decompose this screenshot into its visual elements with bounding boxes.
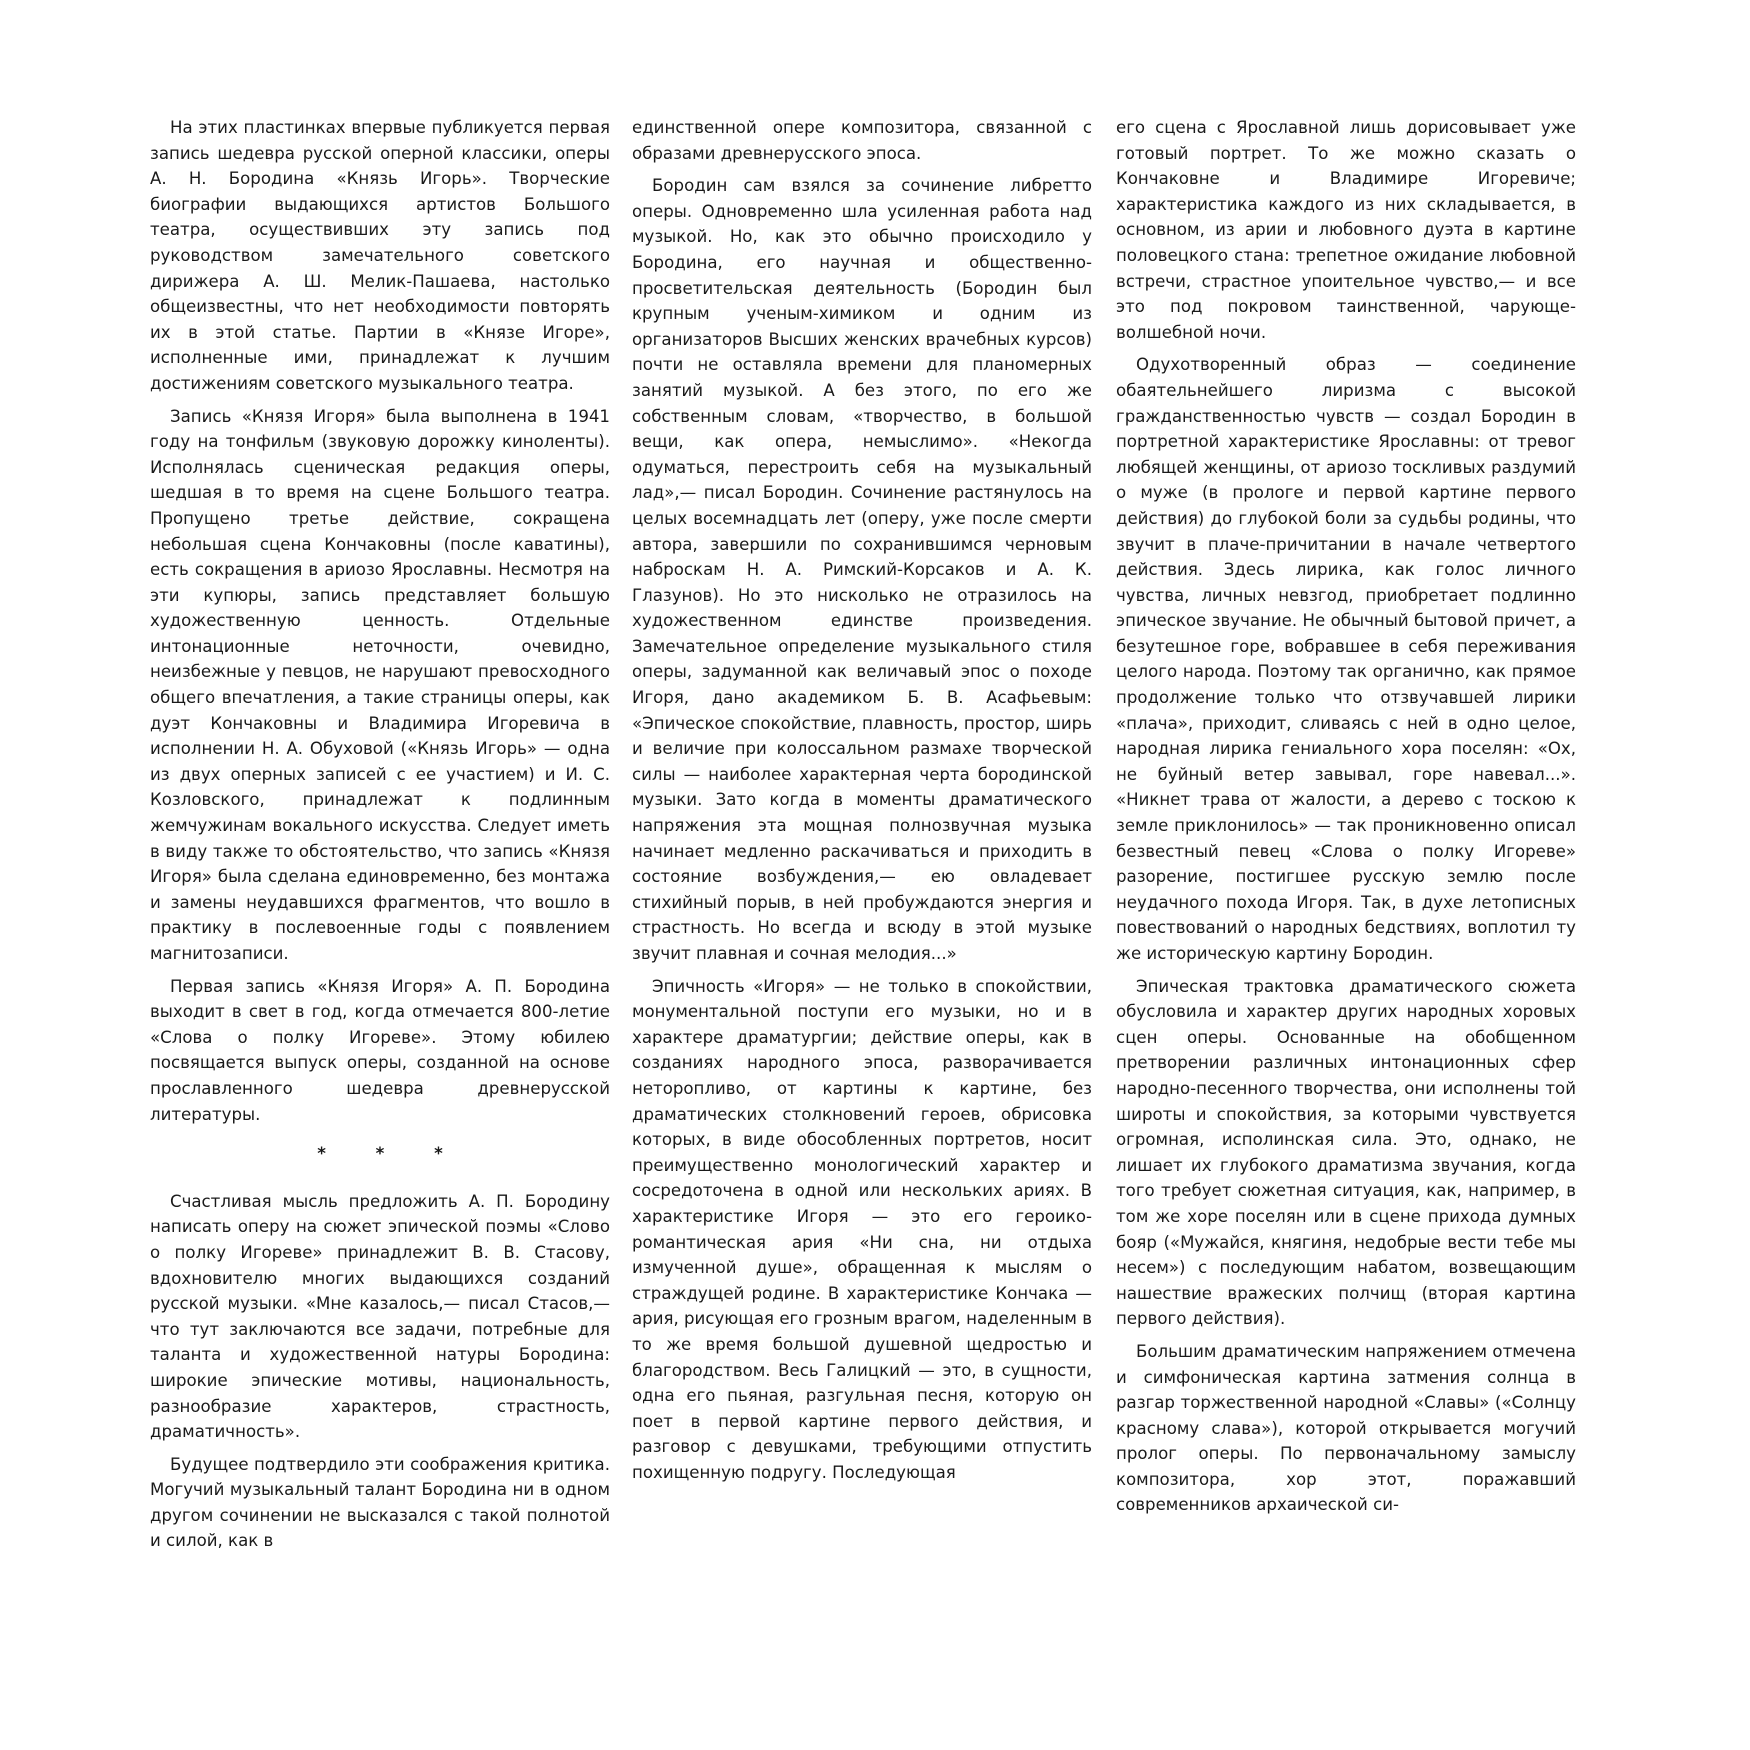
- text-column-2: [632, 115, 1092, 1492]
- paragraph: Большим драматическим напряжением отмечена и симфоническая картина затмения солнца в разгар торжественной народной «Славы» («Солнцу красному слава»), которой открывается могучий пролог оперы. По первоначальному замыслу композитора, хор этот, поражавший современников архаической си-: [1116, 1341, 1576, 1515]
- paragraph: Первая запись «Князя Игоря» А. П. Бородина выходит в свет в год, когда отмечается 800-летие «Слова о полку Игореве». Этому юбилею посвящается выпуск оперы, созданной на основе прославленного шедевра древнерусской литературы.: [150, 976, 610, 1124]
- paragraph: Запись «Князя Игоря» была выполнена в 1941 году на тонфильм (звуковую дорожку киноленты). Исполнялась сценическая редакция оперы, шедшая в то время на сцене Большого театра. Пропущено третье действие, сокращена небольшая сцена Кончаковны (после каватины), есть сокращения в ариозо Ярославны. Несмотря на эти купюры, запись представляет большую художественную ценность. Отдельные интонационные неточности, очевидно, неизбежные у певцов, не нарушают превосходного общего впечатления, а такие страницы оперы, как дуэт Кончаковны и Владимира Игоревича в исполнении Н. А. Обуховой («Князь Игорь» — одна из двух оперных записей с ее участием) и И. С. Козловского, принадлежат к подлинным жемчужинам вокального искусства. Следует иметь в виду также то обстоятельство, что запись «Князя Игоря» была сделана единовременно, без монтажа и замены неудавшихся фрагментов, что вошло в практику в послевоенные годы с появлением магнитозаписи.: [150, 406, 610, 963]
- paragraph-continued: единственной опере композитора, связанной с образами древнерусского эпоса.: [632, 118, 1092, 163]
- paragraph: Будущее подтвердило эти соображения критика. Могучий музыкальный талант Бородина ни в одном другом сочинении не высказался с такой полнотой и силой, как в: [150, 1454, 610, 1551]
- section-separator: * * *: [317, 1144, 465, 1164]
- paragraph: Счастливая мысль предложить А. П. Бородину написать оперу на сюжет эпической поэмы «Слово о полку Игореве» принадлежит В. В. Стасову, вдохновителю многих выдающихся созданий русской музыки. «Мне казалось,— писал Стасов,— что тут заключаются все задачи, потребные для таланта и художественной натуры Бородина: широкие эпические мотивы, национальность, разнообразие характеров, страстность, драматичность».: [150, 1191, 610, 1442]
- paragraph: Эпичность «Игоря» — не только в спокойствии, монументальной поступи его музыки, но и в характере драматургии; действие оперы, как в созданиях народного эпоса, разворачивается неторопливо, от картины к картине, без драматических столкновений героев, обрисовка которых, в виде обособленных портретов, носит преимущественно монологический характер и сосредоточена в одной или нескольких ариях. В характеристике Игоря — это его героико-романтическая ария «Ни сна, ни отдыха измученной душе», обращенная к мыслям о страждущей родине. В характеристике Кончака — ария, рисующая его грозным врагом, наделенным в то же время большой душевной щедростью и благородством. Весь Галицкий — это, в сущности, одна его пьяная, разгульная песня, которую он поет в первой картине первого действия, и разговор с девушками, требующими отпустить похищенную подругу. Последующая: [632, 976, 1092, 1482]
- text-column-1: [150, 115, 610, 1561]
- text-column-3: [1116, 115, 1576, 1525]
- paragraph: На этих пластинках впервые публикуется первая запись шедевра русской оперной классики, оперы А. Н. Бородина «Князь Игорь». Творческие биографии выдающихся артистов Большого театра, осуществивших эту запись под руководством замечательного советского дирижера А. Ш. Мелик-Пашаева, настолько общеизвестны, что нет необходимости повторять их в этой статье. Партии в «Князе Игоре», исполненные ими, принадлежат к лучшим достижениям советского музыкального театра.: [150, 118, 610, 393]
- paragraph-continued: его сцена с Ярославной лишь дорисовывает уже готовый портрет. То же можно сказать о Кончаковне и Владимире Игоревиче; характеристика каждого из них складывается, в основном, из арии и любовного дуэта в картине половецкого стана: трепетное ожидание любовной встречи, страстное упоительное чувство,— и все это под покровом таинственной, чарующе-волшебной ночи.: [1116, 118, 1576, 342]
- paragraph: Бородин сам взялся за сочинение либретто оперы. Одновременно шла усиленная работа над музыкой. Но, как это обычно происходило у Бородина, его научная и общественно-просветительская деятельность (Бородин был крупным ученым-химиком и одним из организаторов Высших женских врачебных курсов) почти не оставляла времени для планомерных занятий музыкой. А без этого, по его же собственным словам, «творчество, в большой вещи, как опера, немыслимо». «Некогда одуматься, перестроить себя на музыкальный лад»,— писал Бородин. Сочинение растянулось на целых восемнадцать лет (оперу, уже после смерти автора, завершили по сохранившимся черновым наброскам Н. А. Римский-Корсаков и А. К. Глазунов). Но это нисколько не отразилось на художественном единстве произведения. Замечательное определение музыкального стиля оперы, задуманной как величавый эпос о походе Игоря, дано академиком Б. В. Асафьевым: «Эпическое спокойствие, плавность, простор, ширь и величие при колоссальном размахе творческой силы — наиболее характерная черта бородинской музыки. Зато когда в моменты драматического напряжения эта мощная полнозвучная музыка начинает медленно раскачиваться и приходить в состояние возбуждения,— ею овладевает стихийный порыв, в ней пробуждаются энергия и страстность. Но всегда и всюду в этой музыке звучит плавная и сочная мелодия...»: [632, 176, 1092, 963]
- paragraph: Эпическая трактовка драматического сюжета обусловила и характер других народных хоровых сцен оперы. Основанные на обобщенном претворении различных интонационных сфер народно-песенного творчества, они исполнены той широты и спокойствия, за которыми чувствуется огромная, исполинская сила. Это, однако, не лишает их глубокого драматизма звучания, когда того требует сюжетная ситуация, как, например, в том же хоре поселян или в сцене прихода думных бояр («Мужайся, княгиня, недобрые вести тебе мы несем») с последующим набатом, возвещающим нашествие вражеских полчищ (вторая картина первого действия).: [1116, 976, 1576, 1329]
- paragraph: Одухотворенный образ — соединение обаятельнейшего лиризма с высокой гражданственностью чувств — создал Бородин в портретной характеристике Ярославны: от тревог любящей женщины, от ариозо тоскливых раздумий о муже (в прологе и первой картине первого действия) до глубокой боли за судьбы родины, что звучит в плаче-причитании в начале четвертого действия. Здесь лирика, как голос личного чувства, личных невзгод, приобретает подлинно эпическое звучание. Не обычный бытовой причет, а безутешное горе, вобравшее в себя переживания целого народа. Поэтому так органично, как прямое продолжение только что отзвучавшей лирики «плача», приходит, сливаясь с ней в одно целое, народная лирика гениального хора поселян: «Ох, не буйный ветер завывал, горе навевал...». «Никнет трава от жалости, а дерево с тоскою к земле приклонилось» — так проникновенно описал безвестный певец «Слова о полку Игореве» разорение, постигшее русскую землю после неудачного похода Игоря. Так, в духе летописных повествований о народных бедствиях, воплотил ту же историческую картину Бородин.: [1116, 355, 1576, 963]
